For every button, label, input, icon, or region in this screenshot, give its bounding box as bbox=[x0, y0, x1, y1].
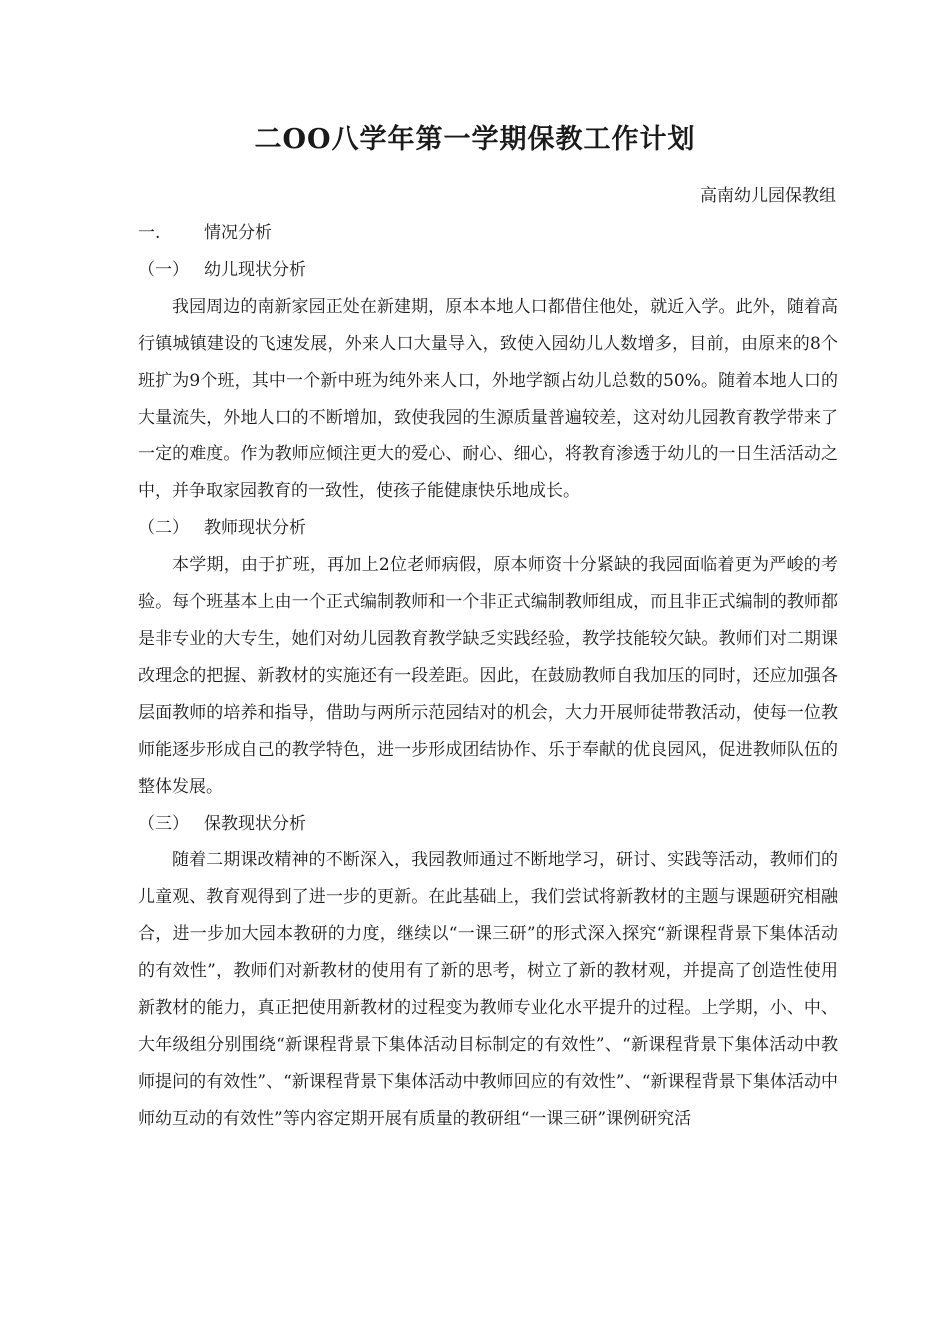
subsection-number: （三） bbox=[138, 813, 189, 834]
subsection-label: 教师现状分析 bbox=[204, 518, 306, 539]
subsection-heading bbox=[138, 510, 838, 547]
organization-name: 高南幼儿园保教组 bbox=[700, 186, 836, 206]
subsection-heading bbox=[138, 806, 838, 843]
document-body bbox=[138, 215, 838, 1138]
subsection-number: （二） bbox=[138, 518, 189, 539]
section-number: 一. bbox=[138, 223, 161, 243]
paragraph: 本学期，由于扩班，再加上2位老师病假，原本师资十分紧缺的我园面临着更为严峻的考验。每个班基本上由一个正式编制教师和一个非正式编制教师组成，而且非正式编制的教师都是非专业的大专生，她们对幼儿园教育教学缺乏实践经验，教学技能较欠缺。教师们对二期课改理念的把握、新教材的实施还有一段差距。因此，在鼓励教师自我加压的同时，还应加强各层面教师的培养和指导，借助与两所示范园结对的机会，大力开展师徒带教活动，使每一位教师能逐步形成自己的教学特色，进一步形成团结协作、乐于奉献的优良园风，促进教师队伍的整体发展。 bbox=[138, 555, 838, 797]
section-label: 情况分析 bbox=[204, 223, 272, 243]
paragraph: 我园周边的南新家园正处在新建期，原本本地人口都借住他处，就近入学。此外，随着高行镇城镇建设的飞速发展，外来人口大量导入，致使入园幼儿人数增多，目前，由原来的8个班扩为9个班，其中一个新中班为纯外来人口，外地学额占幼儿总数的50%。随着本地人口的大量流失，外地人口的不断增加，致使我园的生源质量普遍较差，这对幼儿园教育教学带来了一定的难度。作为教师应倾注更大的爱心、耐心、细心，将教育渗透于幼儿的一日生活活动之中，并争取家园教育的一致性，使孩子能健康快乐地成长。 bbox=[138, 296, 838, 502]
subsection-label: 保教现状分析 bbox=[204, 813, 306, 834]
subsection-heading bbox=[138, 252, 838, 289]
subsection-number: （一） bbox=[138, 259, 189, 280]
document-title: 二OO八学年第一学期保教工作计划 bbox=[254, 124, 696, 155]
section-heading bbox=[138, 215, 838, 252]
subsection-label: 幼儿现状分析 bbox=[204, 259, 306, 280]
paragraph: 随着二期课改精神的不断深入，我园教师通过不断地学习，研讨、实践等活动，教师们的儿童观、教育观得到了进一步的更新。在此基础上，我们尝试将新教材的主题与课题研究相融合，进一步加大园本教研的力度，继续以“一课三研”的形式深入探究“新课程背景下集体活动的有效性”，教师们对新教材的使用有了新的思考，树立了新的教材观，并提高了创造性使用新教材的能力，真正把使用新教材的过程变为教师专业化水平提升的过程。上学期，小、中、大年级组分别围绕“新课程背景下集体活动目标制定的有效性”、“新课程背景下集体活动中教师提问的有效性”、“新课程背景下集体活动中教师回应的有效性”、“新课程背景下集体活动中师幼互动的有效性”等内容定期开展有质量的教研组“一课三研”课例研究活 bbox=[138, 850, 838, 1129]
